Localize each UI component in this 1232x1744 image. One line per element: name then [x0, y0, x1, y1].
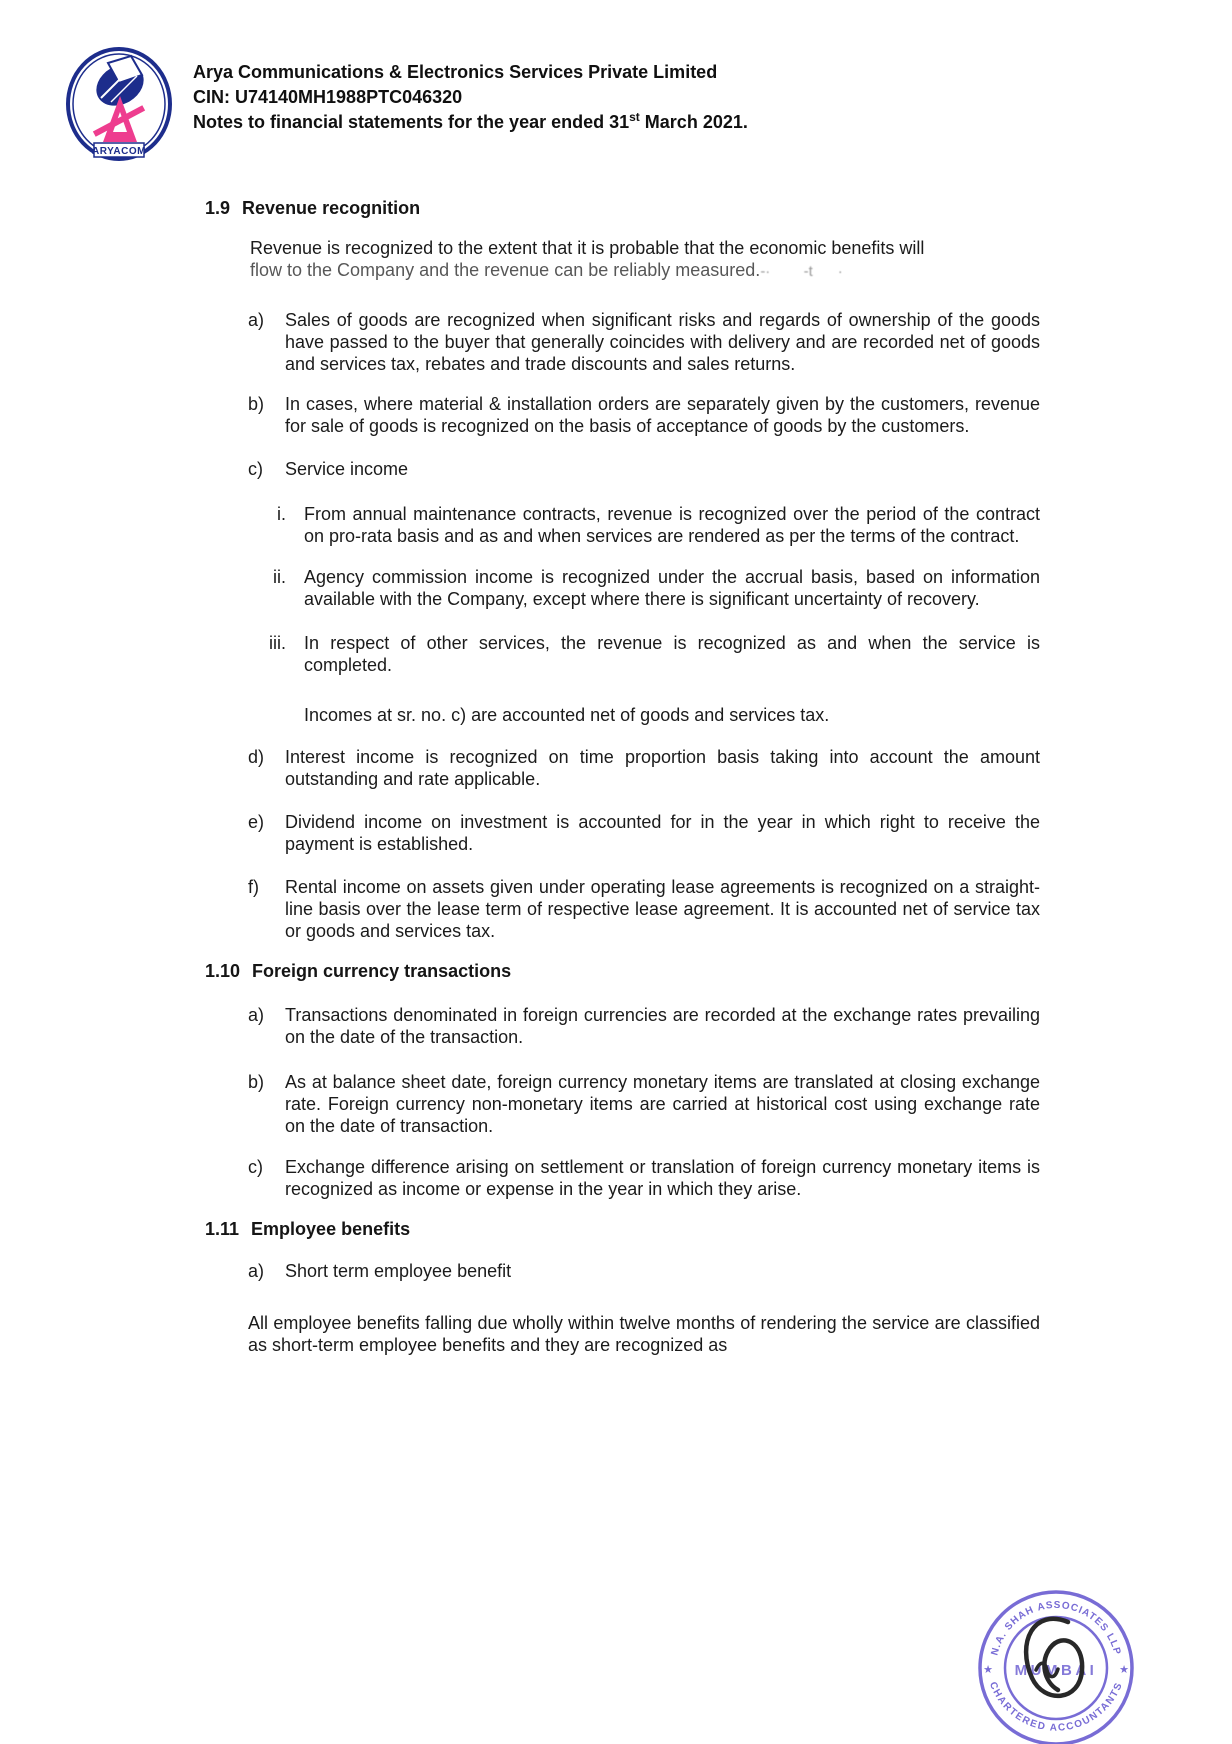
- item-marker: a): [248, 310, 265, 330]
- service-income-note: Incomes at sr. no. c) are accounted net of goods and services tax.: [304, 705, 830, 725]
- stamp-city: MUMBAI: [1014, 1662, 1098, 1679]
- item-marker: d): [248, 747, 265, 767]
- sub-item-i: [260, 503, 1040, 547]
- list-item-a: [248, 1260, 1040, 1282]
- stamp-designation: CHARTERED ACCOUNTANTS: [986, 1680, 1126, 1734]
- stamp-firm-name: N.A. SHAH ASSOCIATES LLP: [989, 1599, 1123, 1657]
- section-title: Foreign currency transactions: [252, 961, 512, 981]
- item-text: Exchange difference arising on settlement or translation of foreign currency monetary items is recognized as income or expense in the year in which they arise.: [285, 1157, 1040, 1199]
- list-item-e: [248, 811, 1040, 855]
- item-marker: ii.: [273, 567, 286, 587]
- section-number: 1.9: [205, 198, 231, 218]
- item-marker: c): [248, 1157, 263, 1177]
- list-item-d: [248, 746, 1040, 790]
- sub-item-ii: [260, 566, 1040, 610]
- item-marker: b): [248, 1072, 265, 1092]
- section-heading-1-9: [205, 197, 1040, 219]
- section-number: 1.10: [205, 961, 241, 981]
- section-title: Employee benefits: [251, 1219, 411, 1239]
- star-icon-left: ★: [983, 1664, 993, 1676]
- logo-monogram: [93, 96, 145, 142]
- item-text: Agency commission income is recognized under the accrual basis, based on information available with the Company, except where there is significant uncertainty of recovery.: [304, 567, 1040, 609]
- document-header: [63, 46, 748, 164]
- aryacom-logo-icon: [63, 46, 175, 164]
- item-text: As at balance sheet date, foreign currency monetary items are translated at closing exchange rate. Foreign currency non-monetary items are carried at historical cost using exchange rate on the date of transaction.: [285, 1072, 1040, 1136]
- notes-title: Notes to financial statements for the year ended 31st March 2021.: [193, 110, 748, 132]
- list-item-b: [248, 1071, 1040, 1137]
- item-marker: iii.: [269, 633, 286, 653]
- list-item-a: [248, 1004, 1040, 1048]
- item-marker: i.: [277, 504, 286, 524]
- item-marker: b): [248, 394, 265, 414]
- ordinal-superscript: st: [629, 110, 640, 124]
- item-marker: a): [248, 1261, 265, 1281]
- logo-wordmark: ARYACOM: [92, 146, 146, 157]
- ca-firm-stamp: [976, 1588, 1136, 1744]
- list-item-f: [248, 876, 1040, 942]
- section-number: 1.11: [205, 1219, 240, 1239]
- item-marker: a): [248, 1005, 265, 1025]
- item-text: Transactions denominated in foreign currencies are recorded at the exchange rates prevailing on the date of the transaction.: [285, 1005, 1040, 1047]
- revenue-intro-paragraph: Revenue is recognized to the extent that it is probable that the economic benefits will flow to the Company and the revenue can be reliably measured.-· -t ·: [250, 238, 925, 280]
- item-text: Sales of goods are recognized when significant risks and regards of ownership of the goods have passed to the buyer that generally coincides with delivery and are recorded net of goods and services tax, rebates and trade discounts and sales returns.: [285, 310, 1040, 374]
- company-cin: CIN: U74140MH1988PTC046320: [193, 87, 463, 107]
- star-icon-right: ★: [1119, 1664, 1129, 1676]
- list-item-c: [248, 1156, 1040, 1200]
- item-text: Dividend income on investment is accounted for in the year in which right to receive the payment is established.: [285, 812, 1040, 854]
- item-text: From annual maintenance contracts, revenue is recognized over the period of the contract on pro-rata basis and as and when services are rendered as per the terms of the contract.: [304, 504, 1040, 546]
- item-text: Interest income is recognized on time proportion basis taking into account the amount outstanding and rate applicable.: [285, 747, 1040, 789]
- item-text: Short term employee benefit: [285, 1261, 512, 1281]
- sub-item-iii: [260, 632, 1040, 676]
- notes-content: [205, 197, 1040, 1356]
- signature-scribble-icon: [1026, 1619, 1082, 1696]
- company-name: Arya Communications & Electronics Services Private Limited: [193, 62, 718, 82]
- item-text: Service income: [285, 459, 409, 479]
- item-text: In respect of other services, the revenue is recognized as and when the service is completed.: [304, 633, 1040, 675]
- section-heading-1-10: [205, 960, 1040, 982]
- header-title-block: [193, 60, 748, 135]
- scan-artifact: -· -t ·: [760, 263, 843, 280]
- section-heading-1-11: [205, 1218, 1040, 1240]
- section-title: Revenue recognition: [242, 198, 421, 218]
- item-marker: c): [248, 459, 263, 479]
- list-item-c: [248, 458, 1040, 480]
- item-text: Rental income on assets given under operating lease agreements is recognized on a straight-line basis over the lease term of respective lease agreement. It is accounted net of service tax or goods and services tax.: [285, 877, 1040, 941]
- list-item-b: [248, 393, 1040, 437]
- item-marker: e): [248, 812, 265, 832]
- short-term-benefit-paragraph: All employee benefits falling due wholly within twelve months of rendering the service are classified as short-term employee benefits and they are recognized as: [248, 1313, 1040, 1355]
- list-item-a: [248, 309, 1040, 375]
- item-marker: f): [248, 877, 259, 897]
- item-text: In cases, where material & installation orders are separately given by the customers, revenue for sale of goods is recognized on the basis of acceptance of goods by the customers.: [285, 394, 1040, 436]
